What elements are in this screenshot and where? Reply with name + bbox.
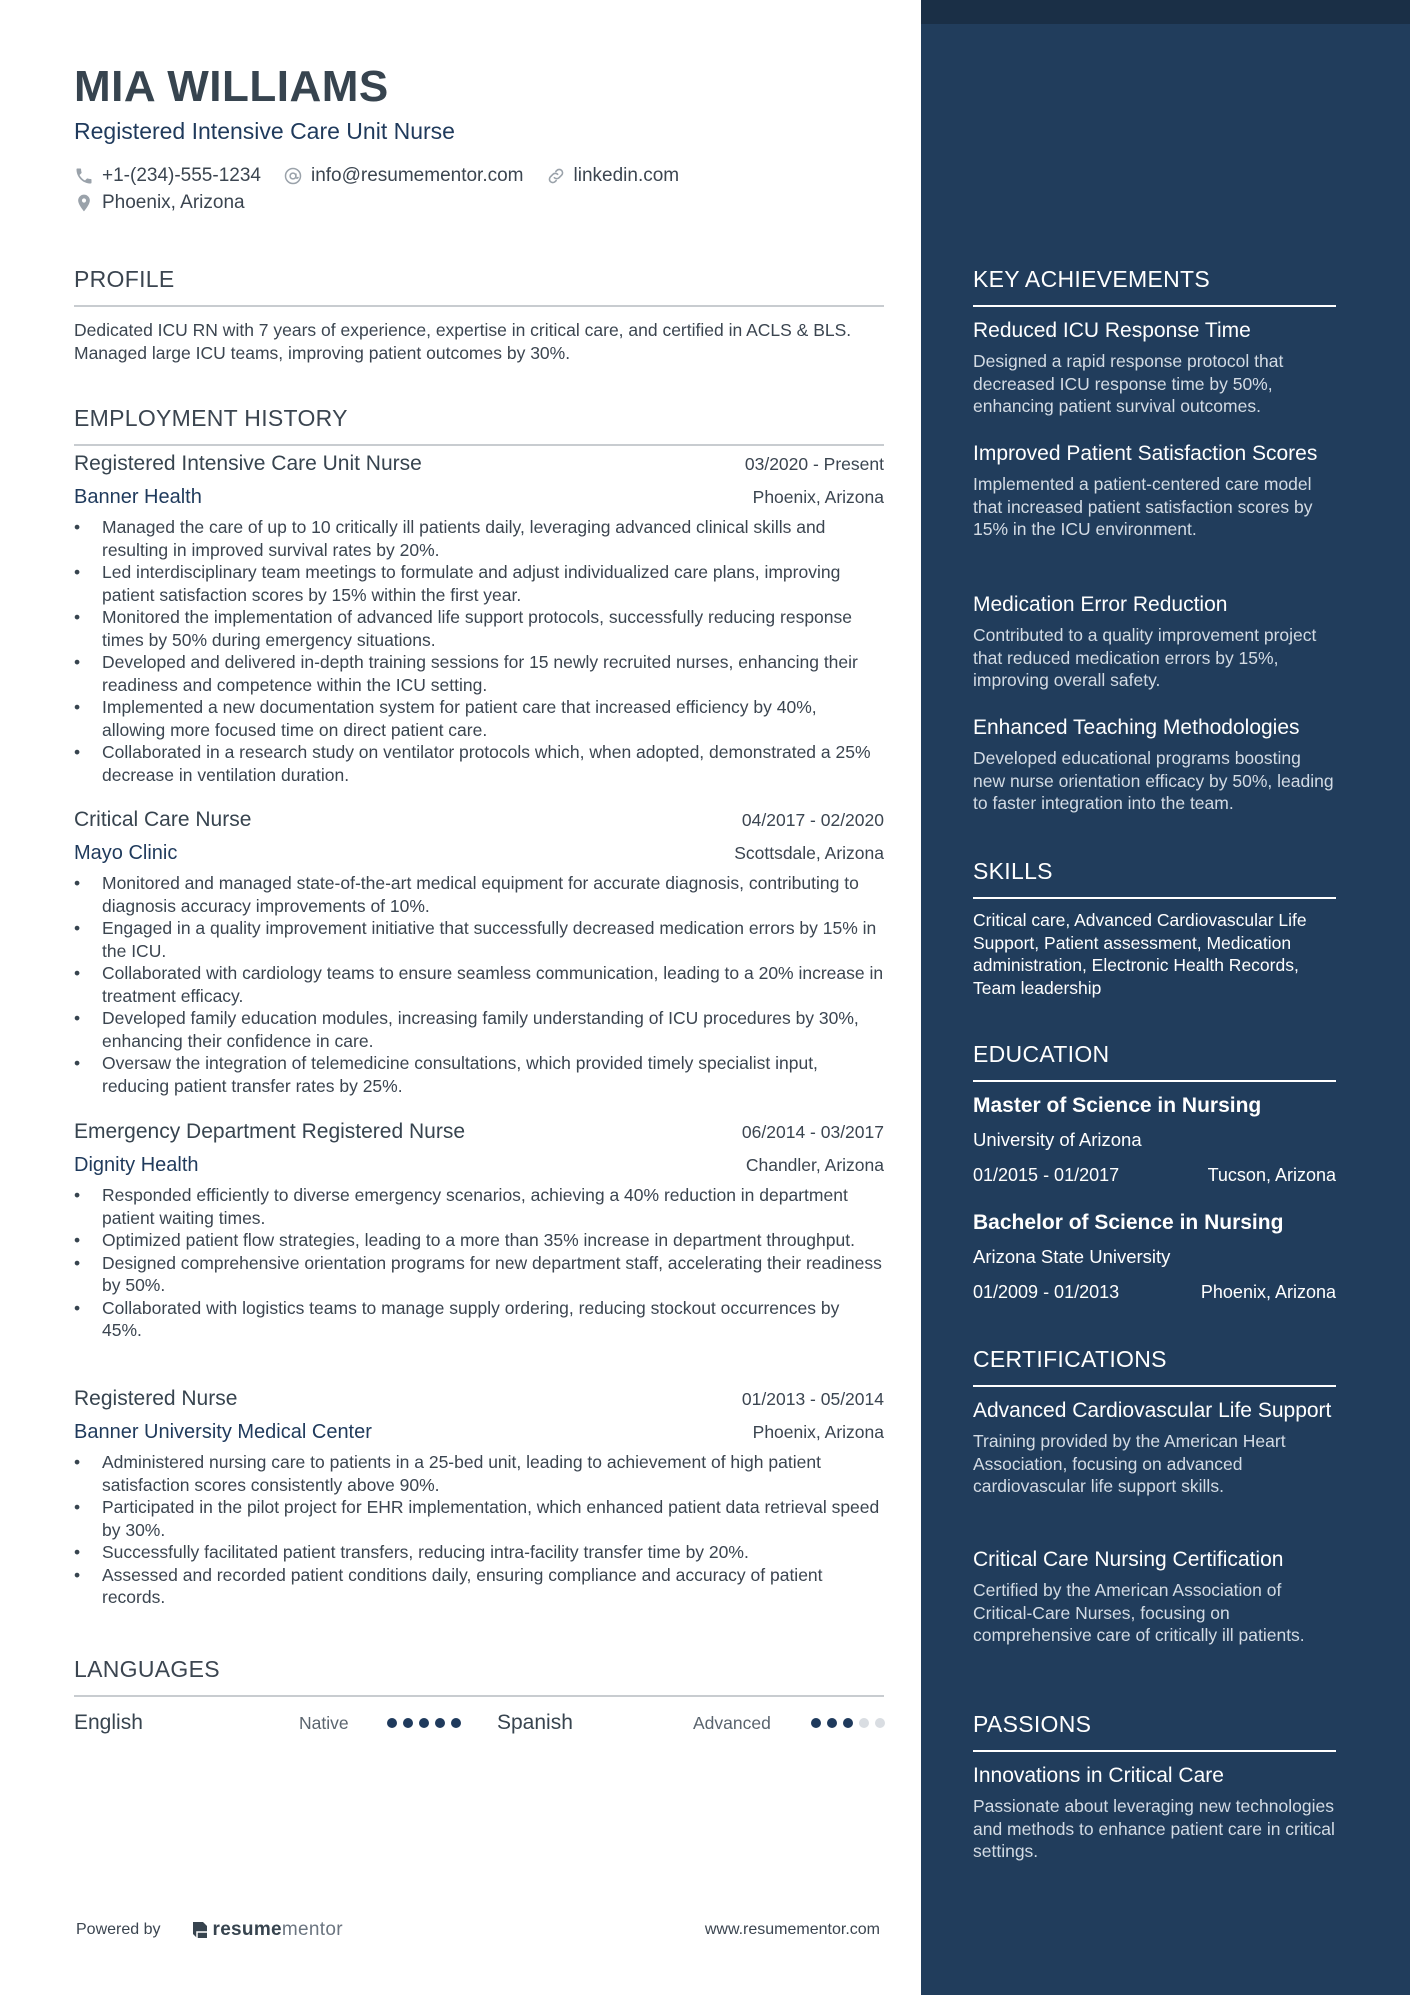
achievement-item xyxy=(973,714,1336,815)
education-location: Phoenix, Arizona xyxy=(1200,1282,1336,1302)
achievement-desc: Implemented a patient-centered care model that increased patient satisfaction scores by 15% in the ICU environment. xyxy=(973,474,1313,539)
achievement-item xyxy=(973,591,1336,692)
phone-icon xyxy=(74,166,94,186)
brand-logo[interactable] xyxy=(191,1919,343,1941)
rating-dot-filled xyxy=(419,1718,429,1728)
job-title: Emergency Department Registered Nurse xyxy=(74,1120,466,1143)
achievement-item xyxy=(973,317,1336,418)
job-dates: 03/2020 - Present xyxy=(744,454,884,474)
bullet-item: • Engaged in a quality improvement initiative that successfully decreased medication errors by 15% in the ICU. xyxy=(74,917,884,962)
passion-item xyxy=(973,1762,1336,1863)
education-item xyxy=(973,1092,1336,1186)
education-dates: 01/2015 - 01/2017 xyxy=(973,1165,1120,1185)
job-company: Mayo Clinic xyxy=(74,842,178,864)
job-entry xyxy=(74,452,884,786)
language-rating xyxy=(811,1718,891,1728)
skills-heading: SKILLS xyxy=(973,858,1336,899)
rating-dot-filled xyxy=(451,1718,461,1728)
education-degree: Bachelor of Science in Nursing xyxy=(973,1211,1284,1234)
achievement-title: Enhanced Teaching Methodologies xyxy=(973,716,1300,739)
link-icon xyxy=(546,166,566,186)
rating-dot-filled xyxy=(403,1718,413,1728)
email-item[interactable] xyxy=(283,165,524,187)
linkedin-item[interactable] xyxy=(546,165,680,187)
bullet-item: • Managed the care of up to 10 critically ill patients daily, leveraging advanced clinical skills and resulting in improved survival rates by 20%. xyxy=(74,516,884,561)
certification-item xyxy=(973,1546,1336,1647)
education-school: University of Arizona xyxy=(973,1129,1142,1150)
brand-mark-icon xyxy=(191,1920,209,1940)
rating-dot-filled xyxy=(811,1718,821,1728)
achievement-title: Improved Patient Satisfaction Scores xyxy=(973,442,1318,465)
bullet-item: • Developed family education modules, increasing family understanding of ICU procedures by 30%, enhancing their confidence in care. xyxy=(74,1007,884,1052)
job-company: Banner Health xyxy=(74,486,202,508)
powered-by-label: Powered by xyxy=(76,1921,161,1938)
profile-heading: PROFILE xyxy=(74,266,884,307)
linkedin-text: linkedin.com xyxy=(573,164,680,186)
job-bullets xyxy=(74,516,884,786)
bullet-item: • Monitored the implementation of advanced life support protocols, successfully reducing response times by 50% during emergency situations. xyxy=(74,606,884,651)
bullet-item: • Oversaw the integration of telemedicine consultations, which provided timely specialist input, reducing patient transfer rates by 25%. xyxy=(74,1052,884,1097)
website-link[interactable]: www.resumementor.com xyxy=(704,1921,880,1938)
candidate-name: MIA WILLIAMS xyxy=(74,62,389,111)
bullet-item: • Assessed and recorded patient conditions daily, ensuring compliance and accuracy of patient records. xyxy=(74,1564,884,1609)
job-bullets xyxy=(74,1451,884,1609)
job-dates: 01/2013 - 05/2014 xyxy=(741,1389,884,1409)
rating-dot-filled xyxy=(843,1718,853,1728)
certification-desc: Training provided by the American Heart Association, focusing on advanced cardiovascular life support skills. xyxy=(973,1431,1286,1496)
bullet-item: • Led interdisciplinary team meetings to formulate and adjust individualized care plans, improving patient satisfaction scores by 15% within the first year. xyxy=(74,561,884,606)
job-location: Chandler, Arizona xyxy=(745,1155,884,1175)
job-bullets xyxy=(74,1184,884,1342)
candidate-title: Registered Intensive Care Unit Nurse xyxy=(74,118,455,144)
achievements-heading: KEY ACHIEVEMENTS xyxy=(973,266,1336,307)
language-level: Advanced xyxy=(693,1713,771,1733)
powered-by xyxy=(76,1919,343,1941)
education-heading: EDUCATION xyxy=(973,1041,1336,1082)
certification-title: Advanced Cardiovascular Life Support xyxy=(973,1399,1332,1422)
certifications-heading: CERTIFICATIONS xyxy=(973,1346,1336,1387)
languages-heading: LANGUAGES xyxy=(74,1656,884,1697)
sidebar-top-bar xyxy=(921,0,1410,24)
achievement-title: Medication Error Reduction xyxy=(973,593,1228,616)
job-location: Phoenix, Arizona xyxy=(752,1422,884,1442)
job-company: Banner University Medical Center xyxy=(74,1421,372,1443)
job-title: Registered Nurse xyxy=(74,1387,238,1410)
achievement-desc: Contributed to a quality improvement project that reduced medication errors by 15%, improving overall safety. xyxy=(973,625,1317,690)
bullet-item: • Responded efficiently to diverse emergency scenarios, achieving a 40% reduction in department patient waiting times. xyxy=(74,1184,884,1229)
bullet-item: • Collaborated in a research study on ventilator protocols which, when adopted, demonstrated a 25% decrease in ventilation duration. xyxy=(74,741,884,786)
language-item xyxy=(497,1708,573,1738)
profile-text: Dedicated ICU RN with 7 years of experience, expertise in critical care, and certified in ACLS & BLS. Managed large ICU teams, improving patient outcomes by 30%. xyxy=(74,320,852,363)
rating-dot-filled xyxy=(827,1718,837,1728)
bullet-item: • Designed comprehensive orientation programs for new department staff, accelerating their readiness by 50%. xyxy=(74,1252,884,1297)
job-company: Dignity Health xyxy=(74,1154,199,1176)
job-dates: 04/2017 - 02/2020 xyxy=(741,810,884,830)
phone-text: +1-(234)-555-1234 xyxy=(102,164,261,186)
achievement-desc: Designed a rapid response protocol that decreased ICU response time by 50%, enhancing patient survival outcomes. xyxy=(973,351,1284,416)
language-level: Native xyxy=(299,1713,349,1733)
bullet-item: • Optimized patient flow strategies, leading to a more than 35% increase in department throughput. xyxy=(74,1229,884,1252)
location-item xyxy=(74,192,245,214)
education-dates: 01/2009 - 01/2013 xyxy=(973,1282,1120,1302)
rating-dot-empty xyxy=(875,1718,885,1728)
bullet-item: • Monitored and managed state-of-the-art medical equipment for accurate diagnosis, contributing to diagnosis accuracy improvements of 10%. xyxy=(74,872,884,917)
job-entry xyxy=(74,808,884,1097)
job-title: Registered Intensive Care Unit Nurse xyxy=(74,452,422,475)
passion-desc: Passionate about leveraging new technologies and methods to enhance patient care in critical settings. xyxy=(973,1796,1335,1861)
rating-dot-filled xyxy=(387,1718,397,1728)
email-text: info@resumementor.com xyxy=(310,164,524,186)
employment-heading: EMPLOYMENT HISTORY xyxy=(74,405,884,446)
education-school: Arizona State University xyxy=(973,1246,1171,1267)
bullet-item: • Collaborated with logistics teams to manage supply ordering, reducing stockout occurrences by 45%. xyxy=(74,1297,884,1342)
passion-title: Innovations in Critical Care xyxy=(973,1764,1224,1787)
bullet-item: • Implemented a new documentation system for patient care that increased efficiency by 40%, allowing more focused time on direct patient care. xyxy=(74,696,884,741)
brand-name-bold: resume xyxy=(212,1919,282,1940)
bullet-item: • Developed and delivered in-depth training sessions for 15 newly recruited nurses, enhancing their readiness and competence within the ICU setting. xyxy=(74,651,884,696)
achievement-desc: Developed educational programs boosting new nurse orientation efficacy by 50%, leading to faster integration into the team. xyxy=(973,748,1334,813)
sidebar xyxy=(921,0,1410,1995)
job-dates: 06/2014 - 03/2017 xyxy=(741,1122,884,1142)
achievement-item xyxy=(973,440,1336,541)
certification-item xyxy=(973,1397,1336,1498)
job-location: Scottsdale, Arizona xyxy=(734,843,884,863)
achievement-title: Reduced ICU Response Time xyxy=(973,319,1251,342)
footer xyxy=(76,1916,880,1944)
brand-name-light: mentor xyxy=(281,1919,343,1940)
passions-heading: PASSIONS xyxy=(973,1711,1336,1752)
certification-title: Critical Care Nursing Certification xyxy=(973,1548,1284,1571)
certification-desc: Certified by the American Association of Critical-Care Nurses, focusing on comprehensive care of critically ill patients. xyxy=(973,1580,1305,1645)
language-name: Spanish xyxy=(497,1711,573,1734)
rating-dot-filled xyxy=(435,1718,445,1728)
education-degree: Master of Science in Nursing xyxy=(973,1094,1262,1117)
contact-info xyxy=(74,162,884,216)
bullet-item: • Administered nursing care to patients in a 25-bed unit, leading to achievement of high patient satisfaction scores consistently above 90%. xyxy=(74,1451,884,1496)
bullet-item: • Collaborated with cardiology teams to ensure seamless communication, leading to a 20% increase in treatment efficacy. xyxy=(74,962,884,1007)
at-sign-icon xyxy=(283,166,303,186)
job-bullets xyxy=(74,872,884,1097)
rating-dot-empty xyxy=(859,1718,869,1728)
location-text: Phoenix, Arizona xyxy=(102,191,245,213)
languages-list xyxy=(74,1708,884,1738)
job-entry xyxy=(74,1120,884,1342)
language-rating xyxy=(387,1718,467,1728)
job-entry xyxy=(74,1387,884,1609)
bullet-item: • Successfully facilitated patient transfers, reducing intra-facility transfer time by 20%. xyxy=(74,1541,884,1564)
education-item xyxy=(973,1209,1336,1303)
bullet-item: • Participated in the pilot project for EHR implementation, which enhanced patient data retrieval speed by 30%. xyxy=(74,1496,884,1541)
phone-item[interactable] xyxy=(74,165,261,187)
job-title: Critical Care Nurse xyxy=(74,808,252,831)
map-pin-icon xyxy=(74,193,94,213)
education-location: Tucson, Arizona xyxy=(1207,1165,1336,1185)
job-location: Phoenix, Arizona xyxy=(752,487,884,507)
language-name: English xyxy=(74,1711,143,1734)
skills-text: Critical care, Advanced Cardiovascular Life Support, Patient assessment, Medication administration, Electronic Health Records, Team leadership xyxy=(973,910,1307,998)
language-item xyxy=(74,1708,143,1738)
